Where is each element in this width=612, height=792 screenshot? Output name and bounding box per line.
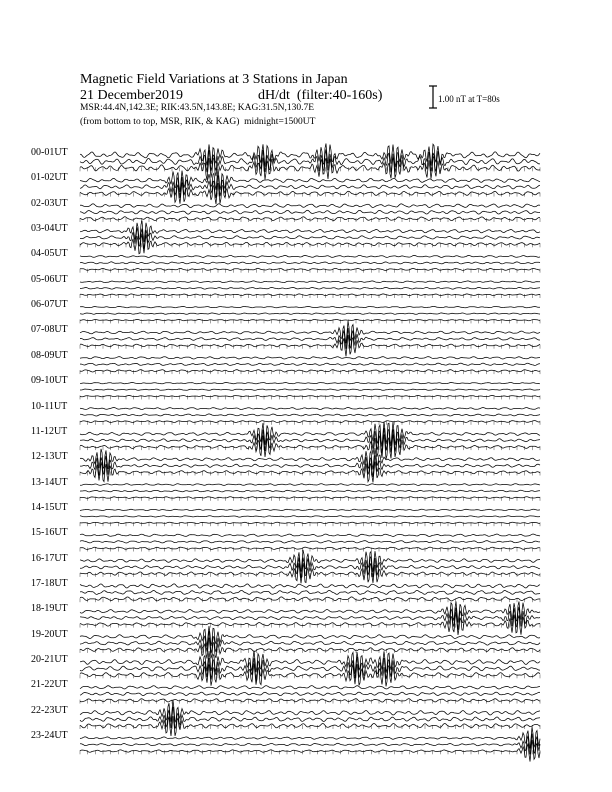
trace-kag-16-17UT: [80, 550, 540, 572]
trace-kag-18-19UT: [80, 601, 540, 622]
hour-label: 00-01UT: [31, 147, 68, 158]
trace-kag-06-07UT: [80, 306, 540, 307]
trace-kag-08-09UT: [80, 357, 540, 359]
date-label: 21 December2019: [80, 88, 184, 103]
trace-rik-02-03UT: [80, 210, 540, 214]
midnight-note: midnight=1500UT: [244, 117, 316, 127]
trace-msr-19-20UT: [80, 638, 540, 659]
trace-rik-04-05UT: [80, 262, 540, 264]
chart-title: Magnetic Field Variations at 3 Stations in Japan: [80, 72, 348, 87]
hour-label: 20-21UT: [31, 654, 68, 665]
trace-rik-17-18UT: [80, 590, 540, 594]
hour-label: 14-15UT: [31, 501, 68, 513]
trace-kag-13-14UT: [80, 484, 540, 486]
hour-label: 18-19UT: [31, 603, 68, 615]
trace-kag-07-08UT: [80, 321, 540, 343]
trace-kag-21-22UT: [80, 686, 540, 689]
trace-rik-14-15UT: [80, 516, 540, 517]
scale-bar-label: 1.00 nT at T=80s: [438, 94, 500, 104]
order-note: (from bottom to top, MSR, RIK, & KAG): [80, 117, 240, 127]
trace-rik-06-07UT: [80, 313, 540, 314]
hour-label: 02-03UT: [31, 197, 68, 209]
hour-label: 15-16UT: [31, 527, 68, 539]
hour-label: 03-04UT: [31, 223, 68, 235]
scale-bar: [429, 86, 437, 108]
trace-rik-13-14UT: [80, 490, 540, 492]
hour-label: 11-12UT: [31, 425, 68, 437]
trace-kag-10-11UT: [80, 407, 540, 409]
hour-label: 21-22UT: [31, 679, 68, 691]
trace-kag-17-18UT: [80, 584, 540, 588]
trace-kag-20-21UT: [80, 651, 540, 675]
hour-label: 05-06UT: [31, 273, 68, 285]
hour-label: 06-07UT: [31, 299, 68, 311]
trace-rik-21-22UT: [80, 692, 540, 696]
trace-kag-04-05UT: [80, 255, 540, 257]
trace-kag-05-06UT: [80, 281, 540, 283]
hour-label: 19-20UT: [31, 628, 68, 640]
hour-label: 10-11UT: [31, 400, 68, 412]
trace-rik-15-16UT: [80, 541, 540, 544]
trace-kag-09-10UT: [80, 382, 540, 384]
trace-kag-02-03UT: [80, 204, 540, 208]
trace-rik-05-06UT: [80, 287, 540, 289]
trace-kag-22-23UT: [80, 700, 540, 722]
trace-rik-08-09UT: [80, 363, 540, 365]
trace-layer: [80, 144, 540, 762]
hour-label: 04-05UT: [31, 248, 68, 260]
hour-label: 16-17UT: [31, 552, 68, 564]
trace-kag-14-15UT: [80, 509, 540, 510]
hour-label: 08-09UT: [31, 349, 68, 361]
hour-label: 23-24UT: [31, 730, 68, 742]
trace-kag-11-12UT: [80, 422, 540, 447]
filter-range: (filter:40-160s): [296, 88, 383, 103]
trace-kag-15-16UT: [80, 534, 540, 537]
hour-label: 07-08UT: [31, 324, 68, 336]
hour-label: 22-23UT: [31, 704, 68, 716]
minute-grid: [80, 167, 540, 754]
hour-label: 12-13UT: [31, 451, 68, 463]
quantity-label: dH/dt: [258, 88, 290, 103]
hour-label: 17-18UT: [31, 577, 68, 589]
trace-rik-09-10UT: [80, 389, 540, 390]
hour-label: 01-02UT: [31, 172, 68, 184]
station-coordinates: MSR:44.4N,142.3E; RIK:43.5N,143.8E; KAG:31.5N,130.7E: [80, 103, 315, 113]
trace-rik-10-11UT: [80, 414, 540, 416]
hour-label: 09-10UT: [31, 375, 68, 387]
hour-label: 13-14UT: [31, 476, 68, 488]
